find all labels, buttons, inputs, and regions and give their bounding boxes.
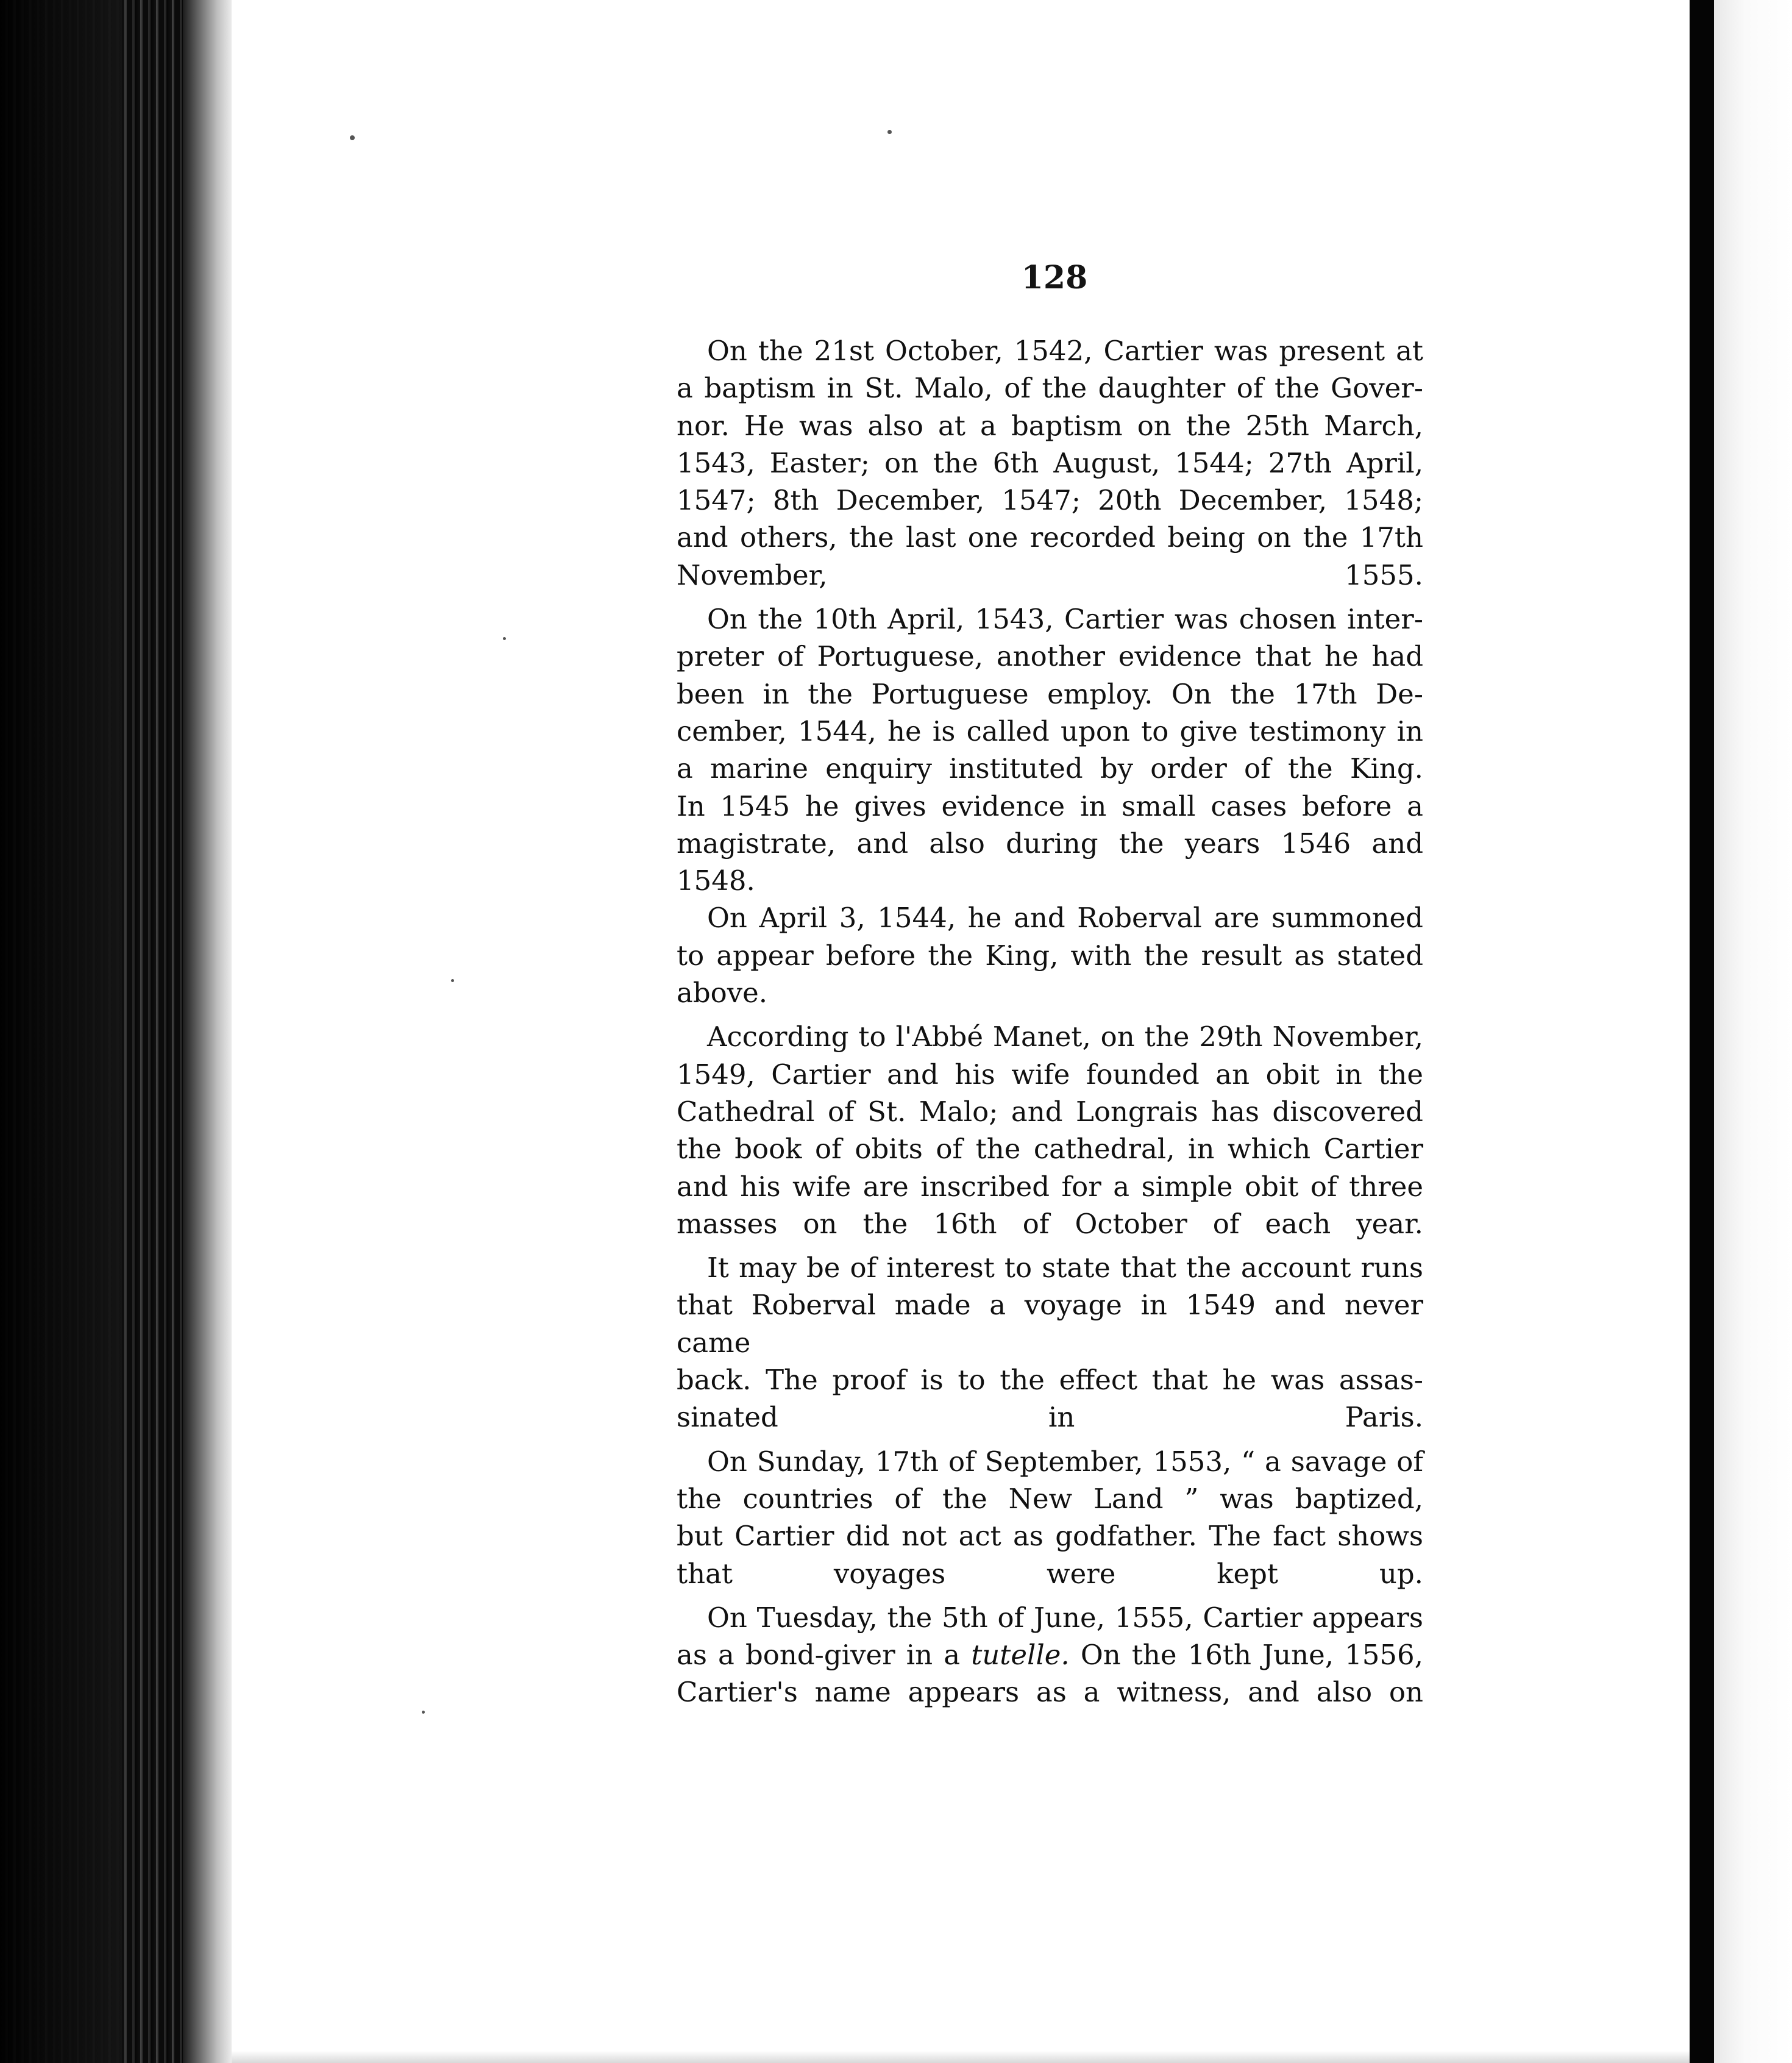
text-line: November, 1555. xyxy=(677,558,1423,591)
text-line: On the 10th April, 1543, Cartier was chosen inter- xyxy=(707,603,1423,636)
text-line: and his wife are inscribed for a simple obit of three xyxy=(677,1170,1423,1203)
text-line xyxy=(677,1636,1423,1673)
paragraph-interpreter xyxy=(677,600,1423,899)
page-gutter xyxy=(1690,0,1714,2063)
text-line: but Cartier did not act as godfather. The fact shows xyxy=(677,1520,1423,1553)
text-line: nor. He was also at a baptism on the 25th March, xyxy=(677,409,1423,442)
paragraph-summoned xyxy=(677,899,1423,1011)
text-line: back. The proof is to the effect that he was assas- xyxy=(677,1364,1423,1397)
text-line: above. xyxy=(677,977,768,1010)
paragraph-obit xyxy=(677,1018,1423,1242)
text-line: a marine enquiry instituted by order of the King. xyxy=(677,752,1423,785)
text-line: In 1545 he gives evidence in small cases before a xyxy=(677,789,1423,822)
page-number: 128 xyxy=(1021,259,1088,296)
text-line: to appear before the King, with the result as stated xyxy=(677,939,1423,972)
book-edge-left xyxy=(0,0,232,2063)
book-edge-shadow xyxy=(0,0,122,2063)
paragraph-savage-baptism xyxy=(677,1443,1423,1592)
text-line: cember, 1544, he is called upon to give testimony in xyxy=(677,714,1423,747)
text-line: It may be of interest to state that the account runs xyxy=(707,1252,1423,1284)
facing-page-edge xyxy=(1714,0,1792,2063)
text-line: magistrate, and also during the years 1546 and 1548. xyxy=(677,827,1423,897)
paragraph-bond-giver xyxy=(677,1599,1423,1711)
text-line: been in the Portuguese employ. On the 17th De- xyxy=(677,677,1423,710)
italic-term: tutelle. xyxy=(971,1639,1070,1672)
text-line: that Roberval made a voyage in 1549 and never came xyxy=(677,1289,1423,1359)
body-text xyxy=(677,332,1423,1711)
text-line: the book of obits of the cathedral, in which Cartier xyxy=(677,1133,1423,1166)
scan-speck xyxy=(350,135,355,140)
scan-speck xyxy=(451,979,454,982)
text-line: a baptism in St. Malo, of the daughter of the Gover- xyxy=(677,372,1423,405)
text-line: and others, the last one recorded being on the 17th xyxy=(677,521,1423,554)
text-line: masses on the 16th of October of each year. xyxy=(677,1207,1423,1240)
text-line: On Sunday, 17th of September, 1553, “ a savage of xyxy=(707,1445,1423,1478)
text-line: sinated in Paris. xyxy=(677,1401,1423,1434)
text-line: that voyages were kept up. xyxy=(677,1557,1423,1590)
text-line: On the 21st October, 1542, Cartier was present at xyxy=(707,335,1423,367)
scan-speck xyxy=(887,130,892,134)
scan-speck xyxy=(422,1711,425,1714)
text-line: According to l'Abbé Manet, on the 29th November, xyxy=(707,1021,1423,1053)
text-segment: as a bond-giver in a xyxy=(677,1639,972,1672)
text-segment: On the 16th June, 1556, xyxy=(1069,1639,1423,1672)
text-line: the countries of the New Land ” was baptized, xyxy=(677,1482,1423,1515)
text-line: 1543, Easter; on the 6th August, 1544; 27th April, xyxy=(677,446,1423,479)
text-line: 1549, Cartier and his wife founded an obit in the xyxy=(677,1058,1423,1091)
book-edge-gloss xyxy=(183,0,232,2063)
text-line: Cartier's name appears as a witness, and also on xyxy=(677,1676,1423,1709)
paragraph-baptisms xyxy=(677,332,1423,594)
text-line: On April 3, 1544, he and Roberval are summoned xyxy=(707,902,1423,935)
text-line: 1547; 8th December, 1547; 20th December, 1548; xyxy=(677,484,1423,517)
text-line: On Tuesday, the 5th of June, 1555, Cartier appears xyxy=(707,1601,1423,1634)
text-line: preter of Portuguese, another evidence that he had xyxy=(677,640,1423,673)
scan-speck xyxy=(503,637,506,640)
text-line: Cathedral of St. Malo; and Longrais has discovered xyxy=(677,1095,1423,1128)
page-bottom-edge xyxy=(232,2051,1690,2063)
paragraph-roberval xyxy=(677,1249,1423,1436)
